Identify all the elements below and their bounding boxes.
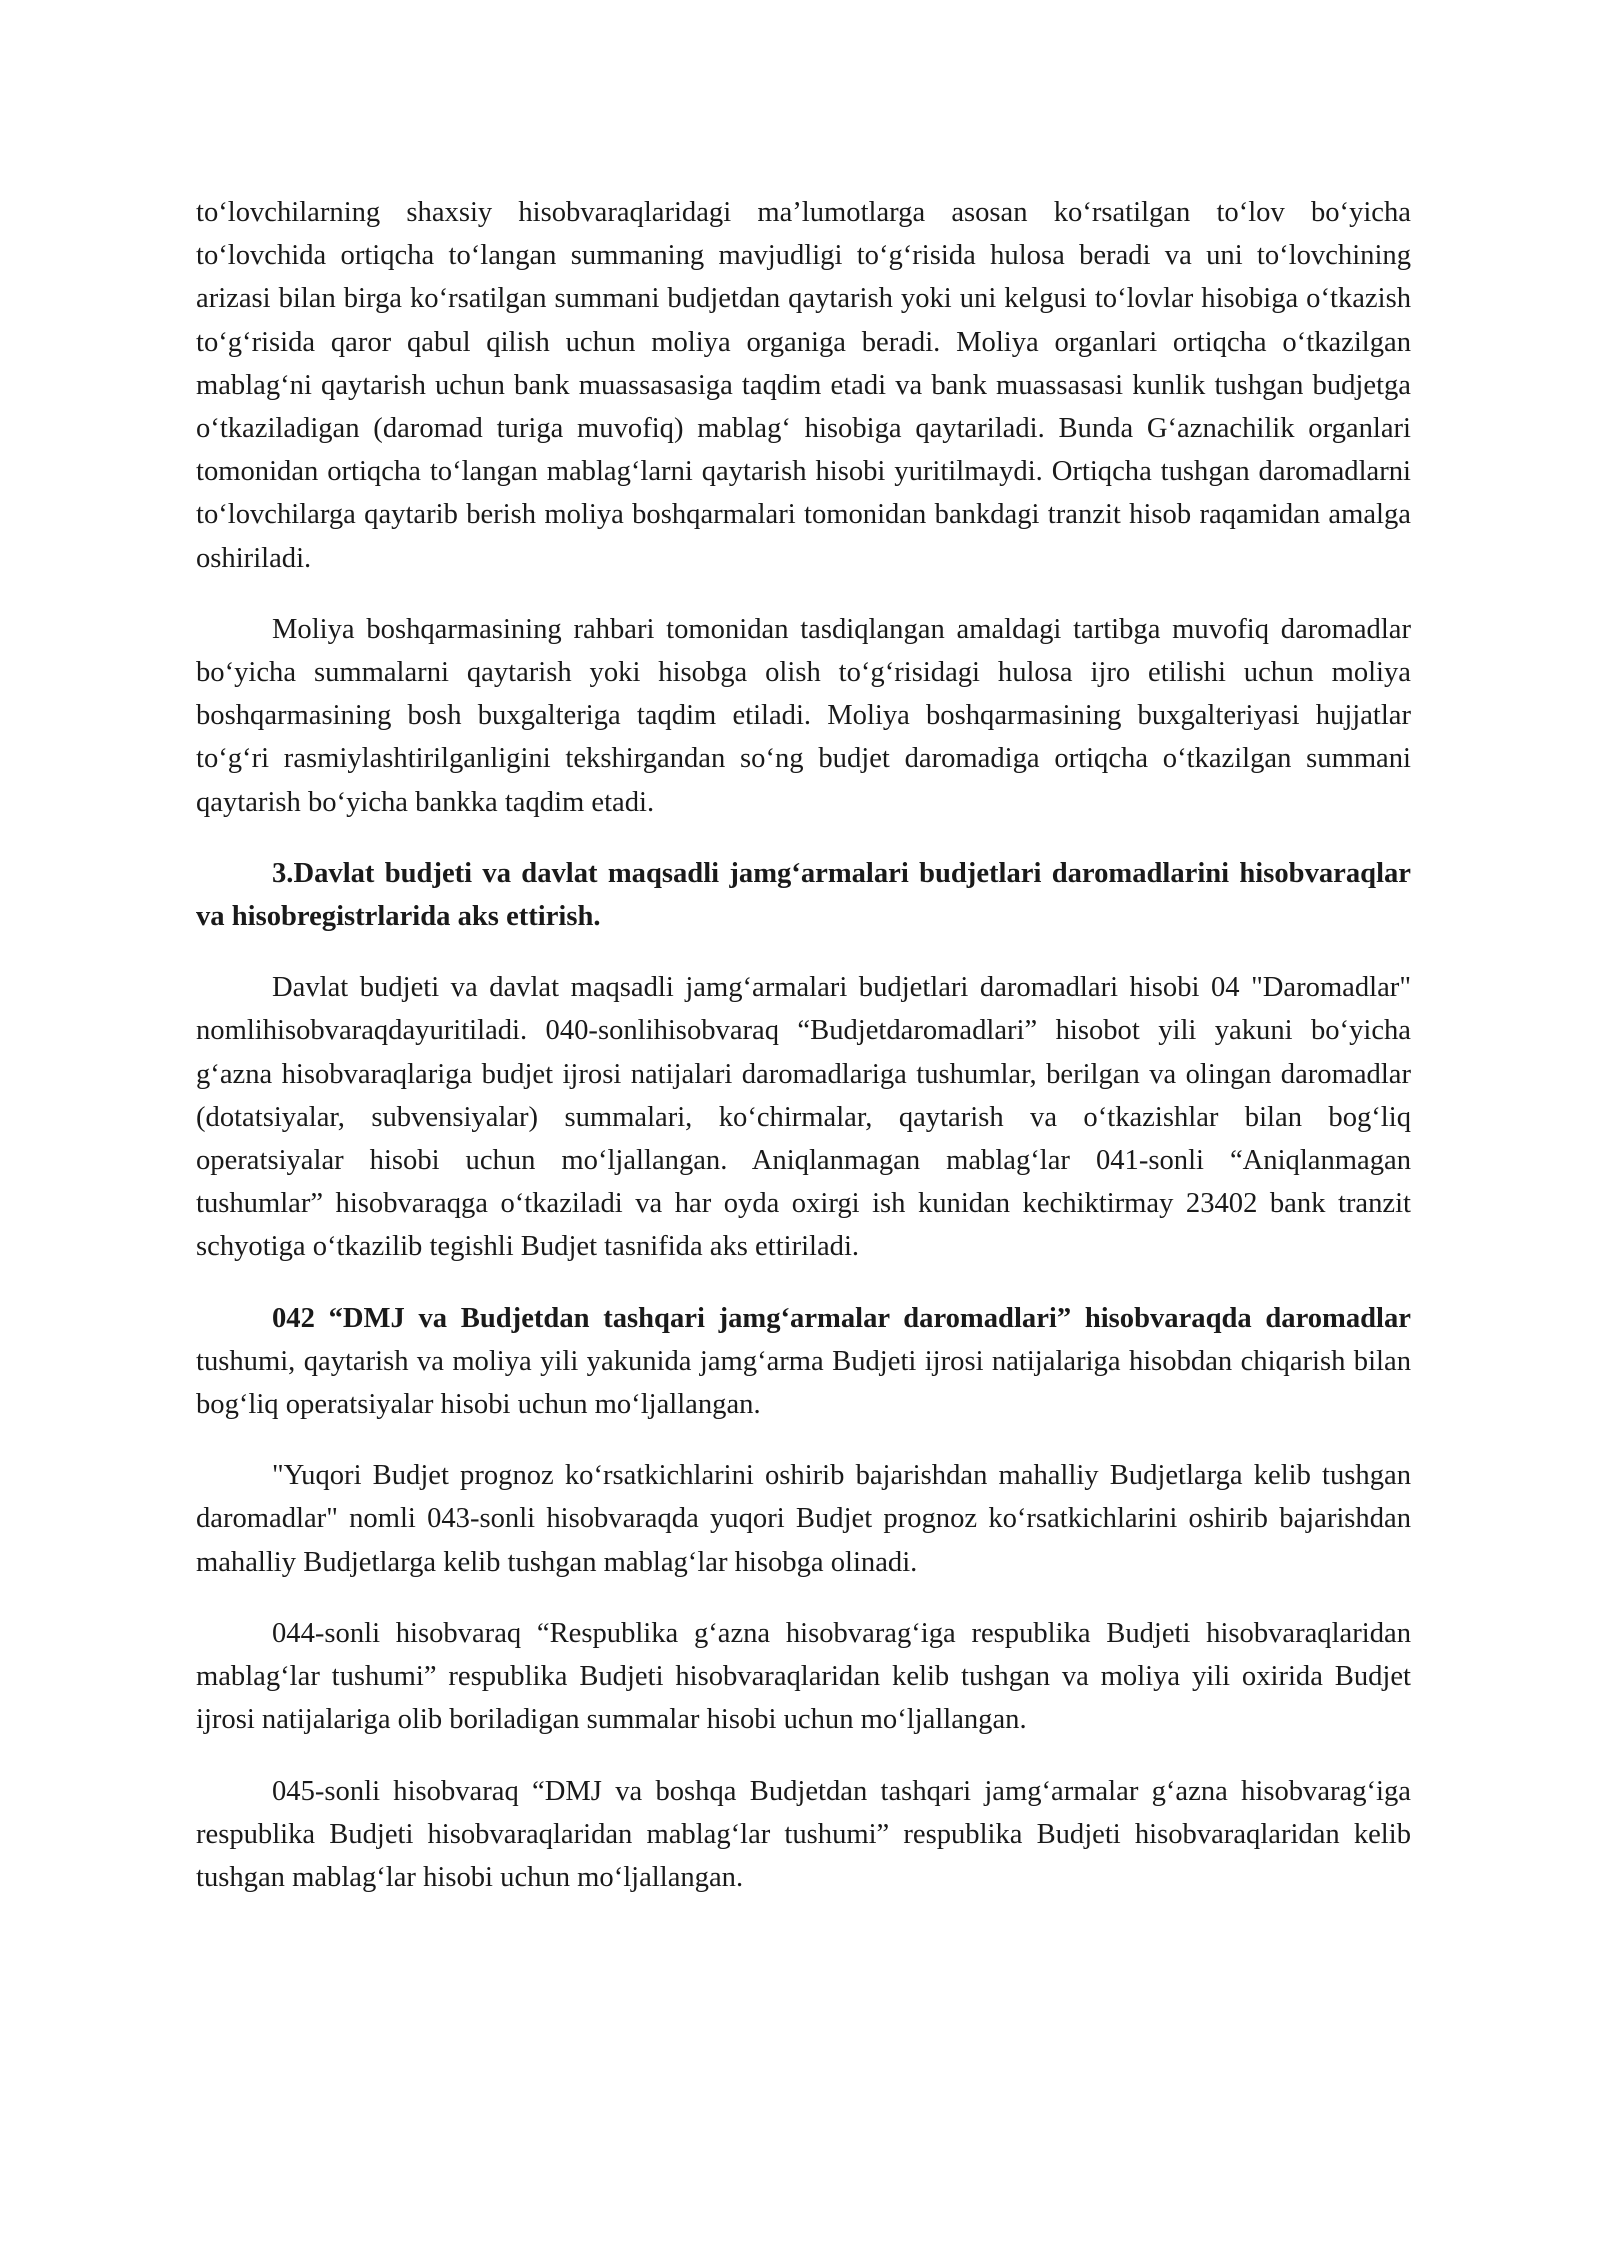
paragraph-account-045: 045-sonli hisobvaraq “DMJ va boshqa Budjetdan tashqari jamg‘armalar g‘azna hisobvarag‘iga respublika Budjeti hisobvaraqlaridan mablag‘lar tushumi” respublika Budjeti hisobvaraqlaridan kelib tushgan mablag‘lar hisobi uchun mo‘ljallangan. <box>196 1775 1411 1893</box>
account-042-bold-lead: 042 “DMJ va Budjetdan tashqari jamg‘armalar daromadlari” hisobvaraqda daromadlar <box>272 1302 1411 1334</box>
paragraph-account-043: "Yuqori Budjet prognoz ko‘rsatkichlarini oshirib bajarishdan mahalliy Budjetlarga kelib tushgan daromadlar" nomli 043-sonli hisobvaraqda yuqori Budjet prognoz ko‘rsatkichlarini oshirib bajarishdan mahalliy Budjetlarga kelib tushgan mablag‘lar hisobga olinadi. <box>196 1460 1411 1578</box>
section-heading-3: 3.Davlat budjeti va davlat maqsadli jamg‘armalari budjetlari daromadlarini hisobvaraqlar va hisobregistrlarida aks ettirish. <box>196 857 1411 933</box>
paragraph-account-04-income: Davlat budjeti va davlat maqsadli jamg‘armalari budjetlari daromadlari hisobi 04 "Daromadlar" nomlihisobvaraqdayuritiladi. 040-sonlihisobvaraq “Budjetdaromadlari” hisobot yili yakuni bo‘yicha g‘azna hisobvaraqlariga budjet ijrosi natijalari daromadlariga tushumlar, berilgan va olingan daromadlar (dotatsiyalar, subvensiyalar) summalari, ko‘chirmalar, qaytarish va o‘tkazishlar bilan bog‘liq operatsiyalar hisobi uchun mo‘ljallangan. Aniqlanmagan mablag‘lar 041-sonli “Aniqlanmagan tushumlar” hisobvaraqga o‘tkaziladi va har oyda oxirgi ish kunidan kechiktirmay 23402 bank tranzit schyotiga o‘tkazilib tegishli Budjet tasnifida aks ettiriladi. <box>196 972 1411 1263</box>
account-042-description: tushumi, qaytarish va moliya yili yakunida jamg‘arma Budjeti ijrosi natijalariga hisobdan chiqarish bilan bog‘liq operatsiyalar hisobi uchun mo‘ljallangan. <box>196 1345 1411 1421</box>
paragraph-refund-conclusion: to‘lovchilarning shaxsiy hisobvaraqlaridagi ma’lumotlarga asosan ko‘rsatilgan to‘lov bo‘yicha to‘lovchida ortiqcha to‘langan summaning mavjudligi to‘g‘risida hulosa beradi va uni to‘lovchining arizasi bilan birga ko‘rsatilgan summani budjetdan qaytarish yoki uni kelgusi to‘lovlar hisobiga o‘tkazish to‘g‘risida qaror qabul qilish uchun moliya organiga beradi. Moliya organlari ortiqcha o‘tkazilgan mablag‘ni qaytarish uchun bank muassasasiga taqdim etadi va bank muassasasi kunlik tushgan budjetga o‘tkaziladigan (daromad turiga muvofiq) mablag‘ hisobiga qaytariladi. Bunda G‘aznachilik organlari tomonidan ortiqcha to‘langan mablag‘larni qaytarish hisobi yuritilmaydi. Ortiqcha tushgan daromadlarni to‘lovchilarga qaytarib berish moliya boshqarmalari tomonidan bankdagi tranzit hisob raqamidan amalga oshiriladi. <box>196 197 1411 574</box>
paragraph-account-044: 044-sonli hisobvaraq “Respublika g‘azna hisobvarag‘iga respublika Budjeti hisobvaraqlaridan mablag‘lar tushumi” respublika Budjeti hisobvaraqlaridan kelib tushgan va moliya yili oxirida Budjet ijrosi natijalariga olib boriladigan summalar hisobi uchun mo‘ljallangan. <box>196 1617 1411 1736</box>
paragraph-finance-department-approval: Moliya boshqarmasining rahbari tomonidan tasdiqlangan amaldagi tartibga muvofiq daromadlar bo‘yicha summalarni qaytarish yoki hisobga olish to‘g‘risidagi hulosa ijro etilishi uchun moliya boshqarmasining bosh buxgalteriga taqdim etiladi. Moliya boshqarmasining buxgalteriyasi hujjatlar to‘g‘ri rasmiylashtirilganligini tekshirgandan so‘ng budjet daromadiga ortiqcha o‘tkazilgan summani qaytarish bo‘yicha bankka taqdim etadi. <box>196 613 1411 818</box>
paragraph-account-042 <box>196 1297 1411 1427</box>
